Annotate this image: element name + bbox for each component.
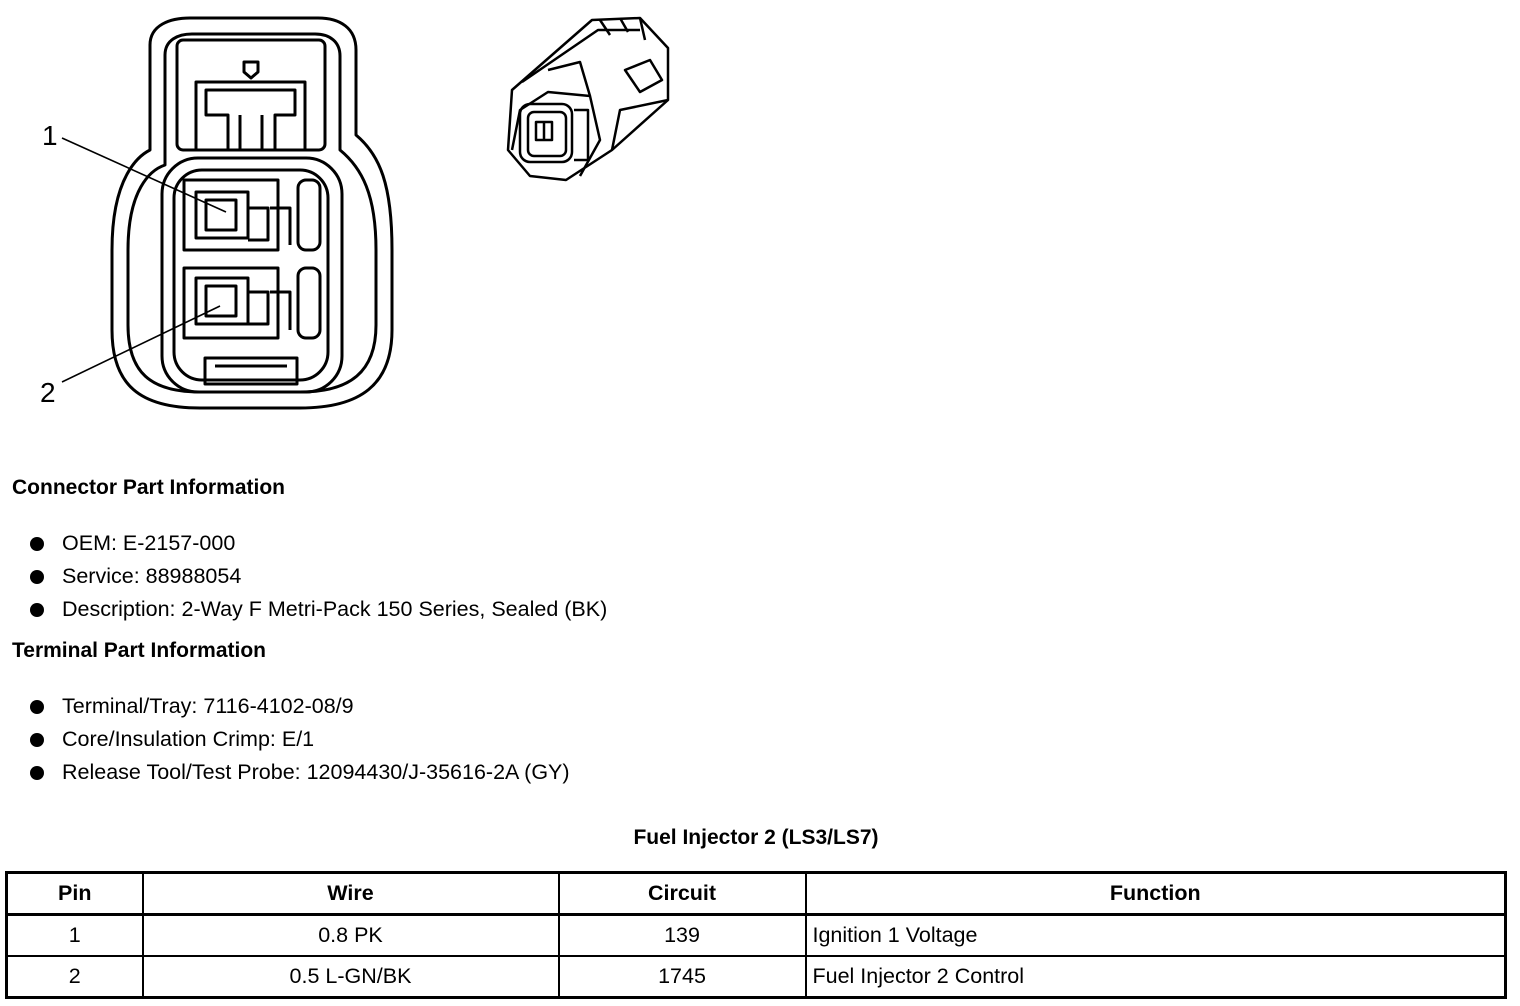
- bullet-icon: [30, 603, 44, 617]
- list-item: [28, 561, 607, 594]
- column-header-wire: Wire: [143, 873, 559, 915]
- table-title: Fuel Injector 2 (LS3/LS7): [633, 826, 879, 849]
- bullet-icon: [30, 733, 44, 747]
- bullet-icon: [30, 766, 44, 780]
- function-cell: Fuel Injector 2 Control: [806, 956, 1506, 998]
- bullet-icon: [30, 700, 44, 714]
- terminal-info-list: [28, 691, 570, 790]
- wire-cell: 0.5 L-GN/BK: [143, 956, 559, 998]
- core-insulation-crimp: Core/Insulation Crimp: E/1: [62, 727, 315, 751]
- pin-table: [5, 871, 1507, 999]
- bullet-icon: [30, 537, 44, 551]
- column-header-circuit: Circuit: [559, 873, 806, 915]
- callout-leaders: [62, 138, 226, 382]
- connector-drawings: [0, 0, 1520, 460]
- bullet-icon: [30, 570, 44, 584]
- function-cell: Ignition 1 Voltage: [806, 915, 1506, 957]
- circuit-cell: 1745: [559, 956, 806, 998]
- connector-description: Description: 2-Way F Metri-Pack 150 Series, Sealed (BK): [62, 597, 608, 621]
- terminal-info-heading: Terminal Part Information: [12, 639, 266, 662]
- list-item: [28, 757, 570, 790]
- callout-1: 1: [42, 120, 58, 151]
- connector-face-view: [112, 18, 392, 408]
- table-row: [7, 915, 1506, 957]
- list-item: [28, 724, 570, 757]
- release-tool-test-probe: Release Tool/Test Probe: 12094430/J-35616-2A (GY): [62, 760, 570, 784]
- connector-info-heading: Connector Part Information: [12, 476, 286, 499]
- connector-oem: OEM: E-2157-000: [62, 531, 236, 555]
- connector-info-list: [28, 528, 607, 627]
- column-header-function: Function: [806, 873, 1506, 915]
- wire-cell: 0.8 PK: [143, 915, 559, 957]
- list-item: [28, 594, 607, 627]
- circuit-cell: 139: [559, 915, 806, 957]
- pin-cell: 1: [7, 915, 143, 957]
- table-row: [7, 956, 1506, 998]
- callout-2: 2: [40, 377, 56, 408]
- connector-service: Service: 88988054: [62, 564, 242, 588]
- connector-isometric-view: [508, 18, 668, 180]
- pin-cell: 2: [7, 956, 143, 998]
- column-header-pin: Pin: [7, 873, 143, 915]
- list-item: [28, 691, 570, 724]
- table-header-row: [7, 873, 1506, 915]
- list-item: [28, 528, 607, 561]
- terminal-tray: Terminal/Tray: 7116-4102-08/9: [62, 694, 354, 718]
